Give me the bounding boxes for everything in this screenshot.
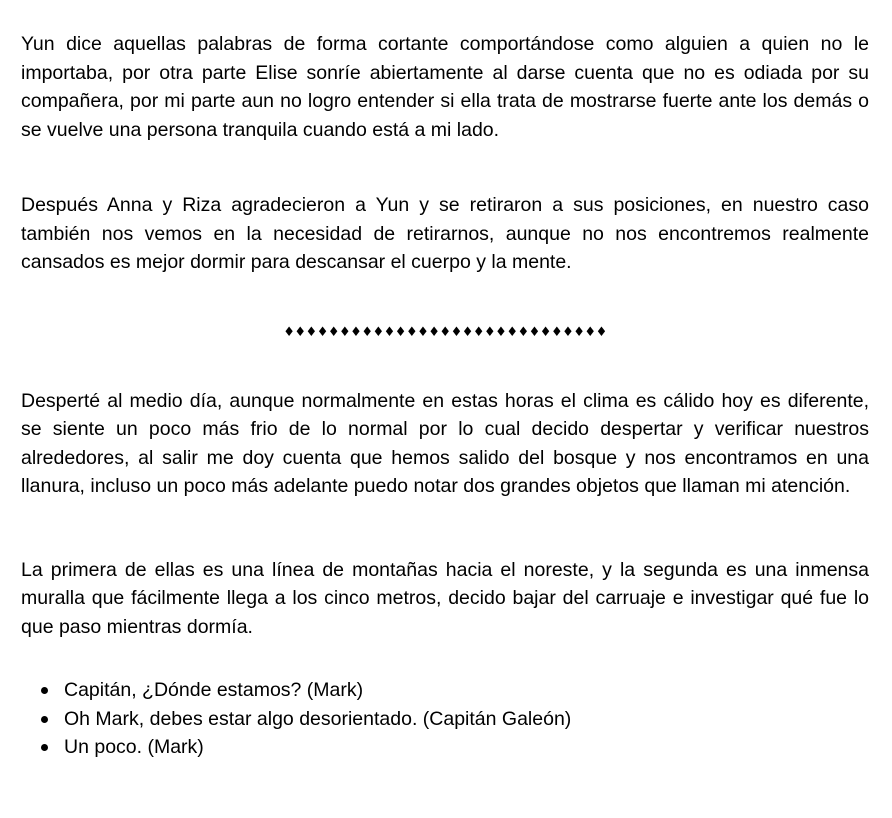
document-page bbox=[21, 30, 869, 762]
dialogue-item bbox=[21, 676, 869, 705]
dialogue-item bbox=[21, 733, 869, 762]
paragraph-3: Desperté al medio día, aunque normalmente en estas horas el clima es cálido hoy es diferente, se siente un poco más frio de lo normal por lo cual decido despertar y verificar nuestros alrededores, al salir me doy cuenta que hemos salido del bosque y nos encontramos en una llanura, incluso un poco más adelante puedo notar dos grandes objetos que llaman mi atención. bbox=[21, 389, 869, 497]
dialogue-item bbox=[21, 705, 869, 734]
bullet-icon bbox=[41, 716, 48, 723]
bullet-icon bbox=[41, 744, 48, 751]
paragraph-2: Después Anna y Riza agradecieron a Yun y se retiraron a sus posiciones, en nuestro caso también nos vemos en la necesidad de retirarnos, aunque no nos encontremos realmente cansados es mejor dormir para descansar el cuerpo y la mente. bbox=[21, 194, 869, 273]
paragraph-1: Yun dice aquellas palabras de forma cortante comportándose como alguien a quien no le importaba, por otra parte Elise sonríe abiertamente al darse cuenta que no es odiada por su compañera, por mi parte aun no logro entender si ella trata de mostrarse fuerte ante los demás o se vuelve una persona tranquila cuando está a mi lado. bbox=[21, 33, 869, 141]
dialogue-text: Capitán, ¿Dónde estamos? (Mark) bbox=[64, 679, 364, 701]
dialogue-text: Oh Mark, debes estar algo desorientado. (Capitán Galeón) bbox=[64, 707, 572, 730]
dialogue-text: Un poco. (Mark) bbox=[64, 736, 204, 758]
dialogue-list bbox=[21, 676, 869, 762]
paragraph-4: La primera de ellas es una línea de montañas hacia el noreste, y la segunda es una inmensa muralla que fácilmente llega a los cinco metros, decido bajar del carruaje e investigar qué fue lo que paso mientras dormía. bbox=[21, 558, 869, 638]
bullet-icon bbox=[41, 687, 48, 694]
scene-separator: ♦♦♦♦♦♦♦♦♦♦♦♦♦♦♦♦♦♦♦♦♦♦♦♦♦♦♦♦♦ bbox=[283, 324, 607, 340]
